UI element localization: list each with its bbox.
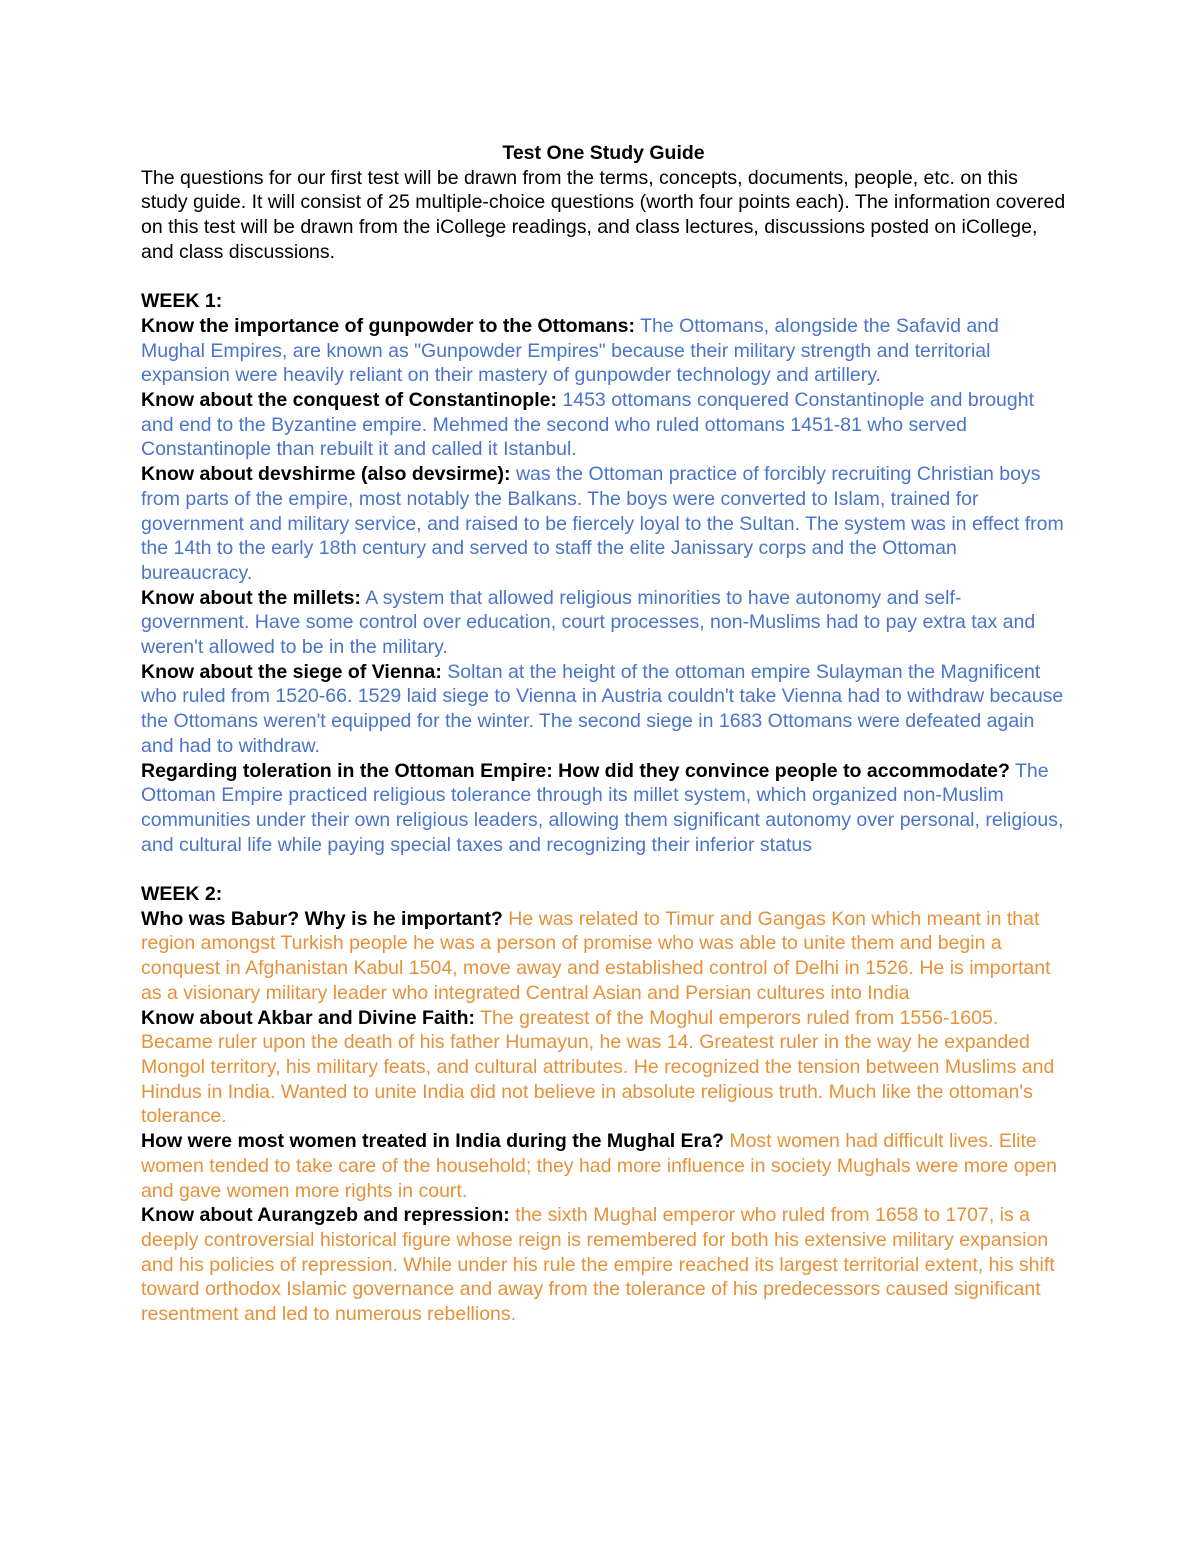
study-guide-page bbox=[141, 141, 1066, 1327]
spacer bbox=[141, 857, 1066, 882]
entry-answer: the sixth Mughal emperor who ruled from 1658 to 1707, is a deeply controversial historical figure whose reign is remembered for both his extensive military expansion and his policies of repression. While under his rule the empire reached its largest territorial extent, his shift toward orthodox Islamic governance and away from the tolerance of his predecessors caused significant resentment and led to numerous rebellions. bbox=[141, 1204, 1055, 1326]
entry-answer: 1453 ottomans conquered Constantinople and brought and end to the Byzantine empire. Mehmed the second who ruled ottomans 1451-81 who served Constantinople than rebuilt it and called it Istanbul. bbox=[141, 389, 1034, 461]
entry-answer: Most women had difficult lives. Elite women tended to take care of the household; they had more influence in society Mughals were more open and gave women more rights in court. bbox=[141, 1130, 1057, 1202]
entry-answer: The Ottoman Empire practiced religious tolerance through its millet system, which organized non-Muslim communities under their own religious leaders, allowing them significant autonomy over personal, religious, and cultural life while paying special taxes and recognizing their inferior status bbox=[141, 759, 1064, 856]
entry-answer: A system that allowed religious minorities to have autonomy and self-government. Have some control over education, court processes, non-Muslims had to pay extra tax and weren't allowed to be in the military. bbox=[141, 586, 1036, 659]
entry-term: Know about Akbar and Divine Faith: bbox=[141, 1006, 476, 1029]
entry-term: Know about the conquest of Constantinople: bbox=[141, 389, 557, 412]
week-1-entry-toleration bbox=[141, 759, 1066, 858]
entry-term: Know about devshirme (also devsirme): bbox=[141, 463, 511, 486]
entry-answer: He was related to Timur and Gangas Kon which meant in that region amongst Turkish people he was a person of promise who was able to unite them and begin a conquest in Afghanistan Kabul 1504, move away and established control of Delhi in 1526. He is important as a visionary military leader who integrated Central Asian and Persian cultures into India bbox=[141, 907, 1051, 1004]
spacer bbox=[141, 265, 1066, 290]
week-1-entry-millets bbox=[141, 586, 1066, 660]
entry-term: Know about the millets: bbox=[141, 586, 361, 609]
week-1-heading: WEEK 1: bbox=[141, 290, 223, 313]
entry-answer: The Ottomans, alongside the Safavid and Mughal Empires, are known as "Gunpowder Empires" because their military strength and territorial expansion were heavily reliant on their mastery of gunpowder technology and artillery. bbox=[141, 314, 999, 387]
entry-answer: Soltan at the height of the ottoman empire Sulayman the Magnificent who ruled from 1520-66. 1529 laid siege to Vienna in Austria couldn't take Vienna had to withdraw because the Ottomans weren't equipped for the winter. The second siege in 1683 Ottomans were defeated again and had to withdraw. bbox=[141, 660, 1064, 757]
week-2-heading: WEEK 2: bbox=[141, 883, 223, 906]
week-1-entry-vienna bbox=[141, 660, 1066, 759]
entry-term: Who was Babur? Why is he important? bbox=[141, 907, 503, 930]
entry-answer: was the Ottoman practice of forcibly recruiting Christian boys from parts of the empire, most notably the Balkans. The boys were converted to Islam, trained for government and military service, and raised to be fiercely loyal to the Sultan. The system was in effect from the 14th to the early 18th century and served to staff the elite Janissary corps and the Ottoman bureaucracy. bbox=[141, 463, 1064, 584]
entry-term: Regarding toleration in the Ottoman Empire: How did they convince people to accommodate? bbox=[141, 759, 1010, 782]
week-1-entry-gunpowder bbox=[141, 314, 1066, 388]
entry-term: Know about Aurangzeb and repression: bbox=[141, 1204, 510, 1227]
week-2-entry-akbar bbox=[141, 1006, 1066, 1130]
week-2-entry-babur bbox=[141, 907, 1066, 1006]
week-2-entry-aurangzeb bbox=[141, 1203, 1066, 1327]
week-1-entry-devshirme bbox=[141, 462, 1066, 586]
week-2-entry-women bbox=[141, 1129, 1066, 1203]
entry-term: Know about the siege of Vienna: bbox=[141, 660, 442, 683]
document-title: Test One Study Guide bbox=[502, 142, 705, 164]
entry-term: How were most women treated in India during the Mughal Era? bbox=[141, 1130, 724, 1153]
week-1-entry-constantinople bbox=[141, 388, 1066, 462]
intro-paragraph: The questions for our first test will be drawn from the terms, concepts, documents, people, etc. on this study guide. It will consist of 25 multiple-choice questions (worth four points each). The information covered on this test will be drawn from the iCollege readings, and class lectures, discussions posted on iCollege, and class discussions. bbox=[141, 166, 1066, 263]
entry-term: Know the importance of gunpowder to the Ottomans: bbox=[141, 314, 635, 337]
entry-answer: The greatest of the Moghul emperors ruled from 1556-1605. Became ruler upon the death of his father Humayun, he was 14. Greatest ruler in the way he expanded Mongol territory, his military feats, and cultural attributes. He recognized the tension between Muslims and Hindus in India. Wanted to unite India did not believe in absolute religious truth. Much like the ottoman's tolerance. bbox=[141, 1006, 1055, 1128]
